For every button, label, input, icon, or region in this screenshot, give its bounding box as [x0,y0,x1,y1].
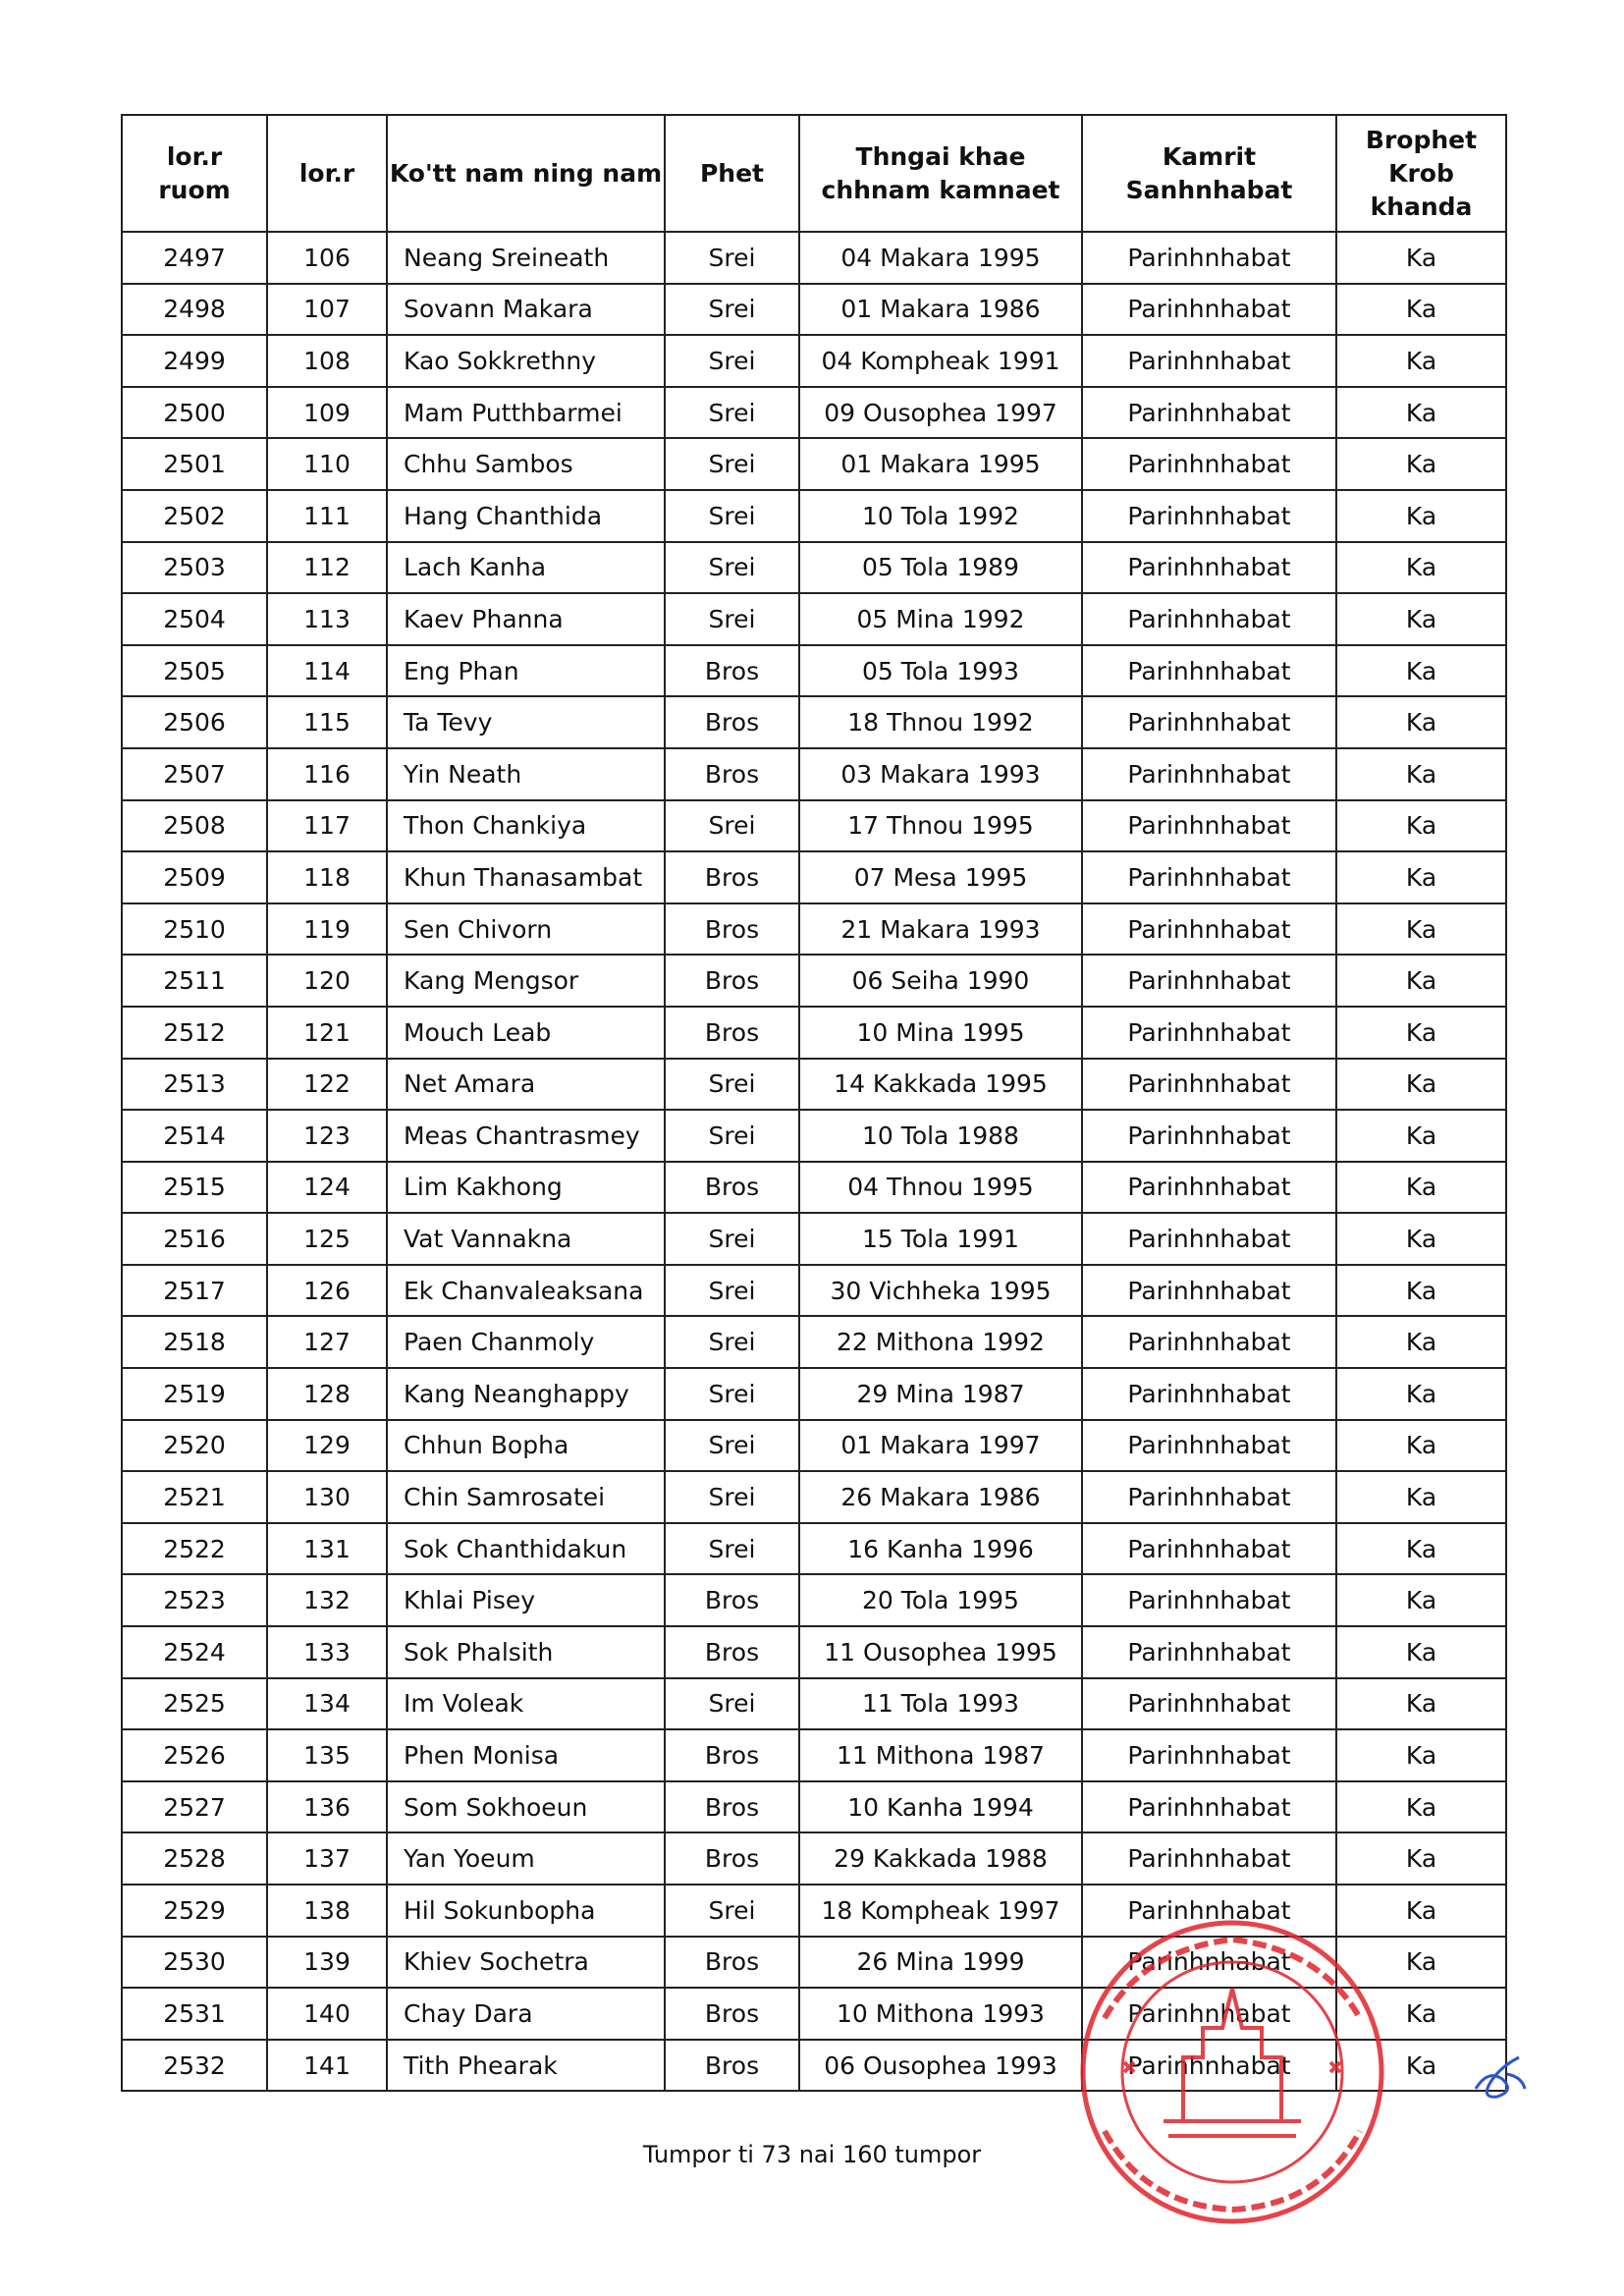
degree-cell: Parinhnhabat [1082,1678,1336,1730]
name-cell: Mam Putthbarmei [387,387,665,439]
no-cell: 113 [267,593,387,645]
sex-cell: Srei [665,1678,799,1730]
table-row [122,438,1506,490]
no-cell: 127 [267,1316,387,1368]
dob-cell: 22 Mithona 1992 [799,1316,1082,1368]
degree-cell: Parinhnhabat [1082,696,1336,748]
dob-cell: 21 Makara 1993 [799,903,1082,956]
degree-cell: Parinhnhabat [1082,387,1336,439]
overall-no-cell: 2522 [122,1523,267,1575]
dob-cell: 09 Ousophea 1997 [799,387,1082,439]
category-cell: Ka [1336,1162,1506,1214]
overall-no-cell: 2531 [122,1988,267,2040]
overall-no-cell: 2516 [122,1213,267,1265]
no-cell: 114 [267,645,387,697]
header-dob: Thngai khae chhnam kamnaet [799,115,1082,232]
name-cell: Lim Kakhong [387,1162,665,1214]
dob-cell: 30 Vichheka 1995 [799,1265,1082,1317]
name-cell: Chin Samrosatei [387,1471,665,1523]
overall-no-cell: 2506 [122,696,267,748]
overall-no-cell: 2530 [122,1937,267,1989]
sex-cell: Srei [665,1885,799,1937]
degree-cell: Parinhnhabat [1082,1110,1336,1162]
degree-cell: Parinhnhabat [1082,490,1336,542]
sex-cell: Bros [665,1988,799,2040]
overall-no-cell: 2518 [122,1316,267,1368]
no-cell: 112 [267,542,387,594]
table-row [122,1007,1506,1059]
degree-cell: Parinhnhabat [1082,1420,1336,1472]
sex-cell: Bros [665,696,799,748]
no-cell: 131 [267,1523,387,1575]
dob-cell: 04 Thnou 1995 [799,1162,1082,1214]
degree-cell: Parinhnhabat [1082,1059,1336,1111]
sex-cell: Bros [665,1574,799,1626]
sex-cell: Bros [665,1781,799,1833]
category-cell: Ka [1336,1265,1506,1317]
degree-cell: Parinhnhabat [1082,335,1336,387]
degree-cell: Parinhnhabat [1082,955,1336,1007]
table-row [122,1471,1506,1523]
name-cell: Khiev Sochetra [387,1937,665,1989]
degree-cell: Parinhnhabat [1082,851,1336,903]
no-cell: 129 [267,1420,387,1472]
sex-cell: Bros [665,1162,799,1214]
overall-no-cell: 2512 [122,1007,267,1059]
overall-no-cell: 2511 [122,955,267,1007]
table-row [122,1368,1506,1420]
degree-cell: Parinhnhabat [1082,1574,1336,1626]
degree-cell: Parinhnhabat [1082,800,1336,852]
dob-cell: 04 Kompheak 1991 [799,335,1082,387]
dob-cell: 18 Thnou 1992 [799,696,1082,748]
dob-cell: 06 Seiha 1990 [799,955,1082,1007]
name-cell: Yin Neath [387,748,665,800]
table-row [122,696,1506,748]
sex-cell: Srei [665,335,799,387]
name-cell: Phen Monisa [387,1729,665,1781]
table-row [122,284,1506,336]
no-cell: 124 [267,1162,387,1214]
no-cell: 110 [267,438,387,490]
sex-cell: Srei [665,232,799,284]
no-cell: 136 [267,1781,387,1833]
sex-cell: Bros [665,748,799,800]
roster-body [122,232,1506,2091]
degree-cell: Parinhnhabat [1082,1316,1336,1368]
category-cell: Ka [1336,1626,1506,1678]
category-cell: Ka [1336,2040,1506,2092]
degree-cell: Parinhnhabat [1082,1162,1336,1214]
overall-no-cell: 2503 [122,542,267,594]
overall-no-cell: 2513 [122,1059,267,1111]
degree-cell: Parinhnhabat [1082,1832,1336,1885]
degree-cell: Parinhnhabat [1082,1265,1336,1317]
overall-no-cell: 2528 [122,1832,267,1885]
dob-cell: 11 Ousophea 1995 [799,1626,1082,1678]
no-cell: 134 [267,1678,387,1730]
overall-no-cell: 2497 [122,232,267,284]
name-cell: Hil Sokunbopha [387,1885,665,1937]
overall-no-cell: 2515 [122,1162,267,1214]
sex-cell: Srei [665,1471,799,1523]
table-row [122,1781,1506,1833]
no-cell: 133 [267,1626,387,1678]
sex-cell: Bros [665,1832,799,1885]
category-cell: Ka [1336,1523,1506,1575]
table-row [122,1626,1506,1678]
table-row [122,1678,1506,1730]
dob-cell: 05 Tola 1993 [799,645,1082,697]
category-cell: Ka [1336,335,1506,387]
degree-cell: Parinhnhabat [1082,542,1336,594]
name-cell: Som Sokhoeun [387,1781,665,1833]
sex-cell: Srei [665,438,799,490]
category-cell: Ka [1336,1885,1506,1937]
name-cell: Tith Phearak [387,2040,665,2092]
dob-cell: 05 Tola 1989 [799,542,1082,594]
name-cell: Net Amara [387,1059,665,1111]
name-cell: Meas Chantrasmey [387,1110,665,1162]
table-row [122,1213,1506,1265]
category-cell: Ka [1336,1316,1506,1368]
dob-cell: 10 Kanha 1994 [799,1781,1082,1833]
name-cell: Khlai Pisey [387,1574,665,1626]
sex-cell: Bros [665,851,799,903]
name-cell: Chay Dara [387,1988,665,2040]
no-cell: 119 [267,903,387,956]
dob-cell: 16 Kanha 1996 [799,1523,1082,1575]
overall-no-cell: 2527 [122,1781,267,1833]
table-row [122,748,1506,800]
no-cell: 141 [267,2040,387,2092]
degree-cell: Parinhnhabat [1082,1626,1336,1678]
category-cell: Ka [1336,851,1506,903]
overall-no-cell: 2505 [122,645,267,697]
header-category: Brophet Krob khanda [1336,115,1506,232]
name-cell: Khun Thanasambat [387,851,665,903]
dob-cell: 10 Tola 1988 [799,1110,1082,1162]
degree-cell: Parinhnhabat [1082,1523,1336,1575]
dob-cell: 18 Kompheak 1997 [799,1885,1082,1937]
header-degree: Kamrit Sanhnhabat [1082,115,1336,232]
no-cell: 115 [267,696,387,748]
no-cell: 116 [267,748,387,800]
name-cell: Kang Neanghappy [387,1368,665,1420]
dob-cell: 07 Mesa 1995 [799,851,1082,903]
name-cell: Neang Sreineath [387,232,665,284]
header-overall-no: lor.r ruom [122,115,267,232]
overall-no-cell: 2499 [122,335,267,387]
name-cell: Sok Phalsith [387,1626,665,1678]
degree-cell: Parinhnhabat [1082,1988,1336,2040]
category-cell: Ka [1336,748,1506,800]
overall-no-cell: 2509 [122,851,267,903]
category-cell: Ka [1336,1832,1506,1885]
sex-cell: Srei [665,1420,799,1472]
name-cell: Paen Chanmoly [387,1316,665,1368]
overall-no-cell: 2502 [122,490,267,542]
no-cell: 139 [267,1937,387,1989]
header-row [122,115,1506,232]
sex-cell: Srei [665,1316,799,1368]
overall-no-cell: 2504 [122,593,267,645]
no-cell: 132 [267,1574,387,1626]
table-row [122,851,1506,903]
sex-cell: Bros [665,645,799,697]
table-row [122,1523,1506,1575]
official-seal-stamp [1065,1910,1399,2234]
table-row [122,1420,1506,1472]
table-row [122,1574,1506,1626]
category-cell: Ka [1336,645,1506,697]
degree-cell: Parinhnhabat [1082,1781,1336,1833]
overall-no-cell: 2520 [122,1420,267,1472]
dob-cell: 03 Makara 1993 [799,748,1082,800]
no-cell: 106 [267,232,387,284]
no-cell: 126 [267,1265,387,1317]
name-cell: Sovann Makara [387,284,665,336]
category-cell: Ka [1336,1678,1506,1730]
sex-cell: Srei [665,284,799,336]
sex-cell: Srei [665,490,799,542]
name-cell: Ek Chanvaleaksana [387,1265,665,1317]
category-cell: Ka [1336,284,1506,336]
table-row [122,1162,1506,1214]
overall-no-cell: 2498 [122,284,267,336]
name-cell: Hang Chanthida [387,490,665,542]
sex-cell: Srei [665,1368,799,1420]
degree-cell: Parinhnhabat [1082,645,1336,697]
sex-cell: Srei [665,1110,799,1162]
sex-cell: Bros [665,1626,799,1678]
overall-no-cell: 2525 [122,1678,267,1730]
dob-cell: 10 Mina 1995 [799,1007,1082,1059]
dob-cell: 20 Tola 1995 [799,1574,1082,1626]
sex-cell: Bros [665,1007,799,1059]
name-cell: Kang Mengsor [387,955,665,1007]
degree-cell: Parinhnhabat [1082,2040,1336,2092]
table-row [122,542,1506,594]
sex-cell: Srei [665,387,799,439]
sex-cell: Bros [665,1937,799,1989]
category-cell: Ka [1336,1059,1506,1111]
no-cell: 109 [267,387,387,439]
overall-no-cell: 2526 [122,1729,267,1781]
category-cell: Ka [1336,696,1506,748]
name-cell: Eng Phan [387,645,665,697]
degree-cell: Parinhnhabat [1082,1937,1336,1989]
dob-cell: 11 Tola 1993 [799,1678,1082,1730]
name-cell: Mouch Leab [387,1007,665,1059]
degree-cell: Parinhnhabat [1082,232,1336,284]
overall-no-cell: 2521 [122,1471,267,1523]
category-cell: Ka [1336,438,1506,490]
dob-cell: 14 Kakkada 1995 [799,1059,1082,1111]
dob-cell: 17 Thnou 1995 [799,800,1082,852]
sex-cell: Srei [665,593,799,645]
no-cell: 135 [267,1729,387,1781]
category-cell: Ka [1336,1729,1506,1781]
category-cell: Ka [1336,1574,1506,1626]
degree-cell: Parinhnhabat [1082,284,1336,336]
overall-no-cell: 2517 [122,1265,267,1317]
no-cell: 111 [267,490,387,542]
dob-cell: 04 Makara 1995 [799,232,1082,284]
dob-cell: 06 Ousophea 1993 [799,2040,1082,2092]
dob-cell: 15 Tola 1991 [799,1213,1082,1265]
overall-no-cell: 2524 [122,1626,267,1678]
category-cell: Ka [1336,387,1506,439]
table-row [122,1832,1506,1885]
sex-cell: Bros [665,1729,799,1781]
name-cell: Chhun Bopha [387,1420,665,1472]
name-cell: Sen Chivorn [387,903,665,956]
overall-no-cell: 2510 [122,903,267,956]
dob-cell: 26 Makara 1986 [799,1471,1082,1523]
dob-cell: 01 Makara 1995 [799,438,1082,490]
dob-cell: 29 Mina 1987 [799,1368,1082,1420]
overall-no-cell: 2519 [122,1368,267,1420]
degree-cell: Parinhnhabat [1082,748,1336,800]
table-row [122,1059,1506,1111]
degree-cell: Parinhnhabat [1082,903,1336,956]
sex-cell: Srei [665,542,799,594]
category-cell: Ka [1336,542,1506,594]
degree-cell: Parinhnhabat [1082,1213,1336,1265]
no-cell: 140 [267,1988,387,2040]
no-cell: 123 [267,1110,387,1162]
overall-no-cell: 2508 [122,800,267,852]
category-cell: Ka [1336,490,1506,542]
degree-cell: Parinhnhabat [1082,1471,1336,1523]
name-cell: Thon Chankiya [387,800,665,852]
sex-cell: Srei [665,1059,799,1111]
name-cell: Lach Kanha [387,542,665,594]
category-cell: Ka [1336,1471,1506,1523]
roster-table [121,114,1507,2092]
table-row [122,955,1506,1007]
table-row [122,800,1506,852]
name-cell: Yan Yoeum [387,1832,665,1885]
signature-initial [1468,2050,1532,2104]
no-cell: 121 [267,1007,387,1059]
no-cell: 137 [267,1832,387,1885]
degree-cell: Parinhnhabat [1082,1729,1336,1781]
category-cell: Ka [1336,1110,1506,1162]
header-name: Ko'tt nam ning nam [387,115,665,232]
table-row [122,1316,1506,1368]
sex-cell: Bros [665,2040,799,2092]
sex-cell: Bros [665,955,799,1007]
dob-cell: 26 Mina 1999 [799,1937,1082,1989]
no-cell: 118 [267,851,387,903]
dob-cell: 29 Kakkada 1988 [799,1832,1082,1885]
header-no: lor.r [267,115,387,232]
degree-cell: Parinhnhabat [1082,593,1336,645]
no-cell: 125 [267,1213,387,1265]
overall-no-cell: 2501 [122,438,267,490]
category-cell: Ka [1336,955,1506,1007]
dob-cell: 10 Tola 1992 [799,490,1082,542]
overall-no-cell: 2500 [122,387,267,439]
degree-cell: Parinhnhabat [1082,438,1336,490]
table-row [122,645,1506,697]
category-cell: Ka [1336,1420,1506,1472]
category-cell: Ka [1336,1937,1506,1989]
dob-cell: 01 Makara 1986 [799,284,1082,336]
table-row [122,387,1506,439]
name-cell: Kaev Phanna [387,593,665,645]
no-cell: 138 [267,1885,387,1937]
sex-cell: Srei [665,1213,799,1265]
category-cell: Ka [1336,1988,1506,2040]
no-cell: 117 [267,800,387,852]
category-cell: Ka [1336,1007,1506,1059]
sex-cell: Srei [665,1523,799,1575]
category-cell: Ka [1336,903,1506,956]
header-sex: Phet [665,115,799,232]
overall-no-cell: 2523 [122,1574,267,1626]
category-cell: Ka [1336,1213,1506,1265]
category-cell: Ka [1336,800,1506,852]
table-row [122,490,1506,542]
table-row [122,1265,1506,1317]
table-row [122,335,1506,387]
table-row [122,593,1506,645]
category-cell: Ka [1336,1368,1506,1420]
no-cell: 108 [267,335,387,387]
dob-cell: 05 Mina 1992 [799,593,1082,645]
no-cell: 128 [267,1368,387,1420]
sex-cell: Bros [665,903,799,956]
sex-cell: Srei [665,800,799,852]
overall-no-cell: 2529 [122,1885,267,1937]
dob-cell: 01 Makara 1997 [799,1420,1082,1472]
name-cell: Sok Chanthidakun [387,1523,665,1575]
sex-cell: Srei [665,1265,799,1317]
table-row [122,1110,1506,1162]
no-cell: 107 [267,284,387,336]
no-cell: 122 [267,1059,387,1111]
overall-no-cell: 2514 [122,1110,267,1162]
table-row [122,903,1506,956]
dob-cell: 10 Mithona 1993 [799,1988,1082,2040]
category-cell: Ka [1336,232,1506,284]
name-cell: Vat Vannakna [387,1213,665,1265]
degree-cell: Parinhnhabat [1082,1368,1336,1420]
overall-no-cell: 2507 [122,748,267,800]
degree-cell: Parinhnhabat [1082,1885,1336,1937]
degree-cell: Parinhnhabat [1082,1007,1336,1059]
name-cell: Ta Tevy [387,696,665,748]
no-cell: 120 [267,955,387,1007]
dob-cell: 11 Mithona 1987 [799,1729,1082,1781]
name-cell: Im Voleak [387,1678,665,1730]
table-row [122,232,1506,284]
name-cell: Chhu Sambos [387,438,665,490]
category-cell: Ka [1336,1781,1506,1833]
category-cell: Ka [1336,593,1506,645]
name-cell: Kao Sokkrethny [387,335,665,387]
page-number: Tumpor ti 73 nai 160 tumpor [642,2141,982,2168]
overall-no-cell: 2532 [122,2040,267,2092]
no-cell: 130 [267,1471,387,1523]
table-row [122,1729,1506,1781]
